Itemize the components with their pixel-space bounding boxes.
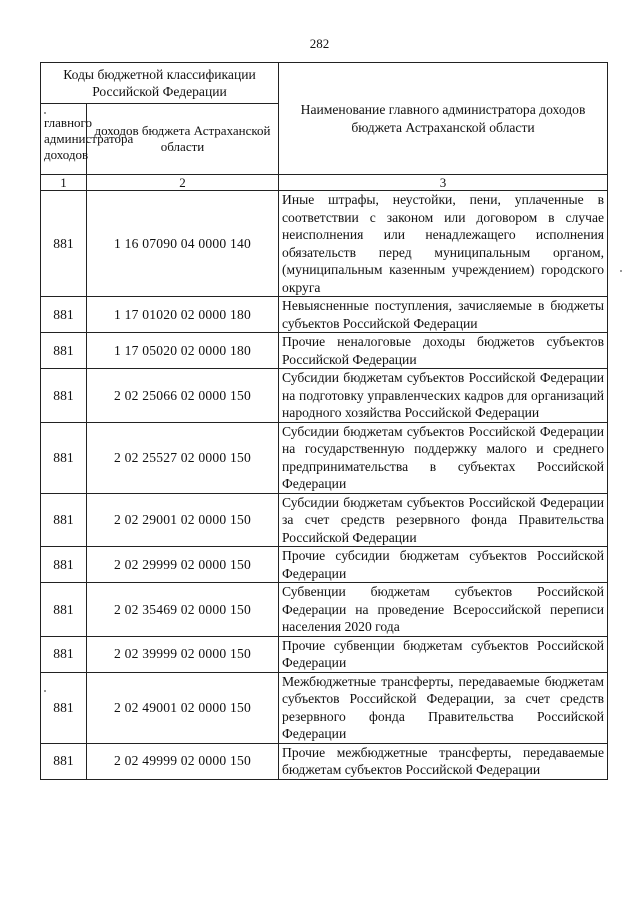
table-row (41, 743, 608, 779)
column-number: 3 (279, 175, 608, 191)
income-code: 2 02 29999 02 0000 150 (87, 547, 279, 583)
column-number: 2 (87, 175, 279, 191)
income-code: 2 02 49001 02 0000 150 (87, 672, 279, 743)
income-name: Прочие неналоговые доходы бюджетов субъектов Российской Федерации (279, 333, 608, 369)
table-row (41, 636, 608, 672)
admin-code: 881 (41, 333, 87, 369)
admin-code: 881 (41, 297, 87, 333)
income-name: Невыясненные поступления, зачисляемые в бюджеты субъектов Российской Федерации (279, 297, 608, 333)
table-row (41, 369, 608, 423)
income-code: 2 02 49999 02 0000 150 (87, 743, 279, 779)
admin-code: 881 (41, 422, 87, 493)
income-name: Прочие субвенции бюджетам субъектов Российской Федерации (279, 636, 608, 672)
table-row (41, 672, 608, 743)
income-name: Межбюджетные трансферты, передаваемые бюджетам субъектов Российской Федерации, за счет средств резервного фонда Правительства Российской Федерации (279, 672, 608, 743)
scan-speck (44, 112, 46, 114)
admin-code: 881 (41, 369, 87, 423)
income-code: 1 16 07090 04 0000 140 (87, 191, 279, 297)
income-name: Субвенции бюджетам субъектов Российской Федерации на проведение Всероссийской переписи населения 2020 года (279, 583, 608, 637)
table-row (41, 333, 608, 369)
scan-speck (44, 690, 46, 692)
table-row (41, 583, 608, 637)
income-code: 2 02 25066 02 0000 150 (87, 369, 279, 423)
admin-code: 881 (41, 191, 87, 297)
table-row (41, 493, 608, 547)
page-number: 282 (309, 36, 330, 51)
income-name: Субсидии бюджетам субъектов Российской Федерации за счет средств резервного фонда Правительства Российской Федерации (279, 493, 608, 547)
income-name: Прочие субсидии бюджетам субъектов Российской Федерации (279, 547, 608, 583)
income-code: 1 17 01020 02 0000 180 (87, 297, 279, 333)
income-code: 2 02 35469 02 0000 150 (87, 583, 279, 637)
table-row (41, 297, 608, 333)
column-number: 1 (41, 175, 87, 191)
admin-column-header: главного администратора доходов (41, 104, 87, 175)
income-column-header: доходов бюджета Астраханской области (87, 104, 279, 175)
scan-speck (620, 270, 622, 272)
income-code: 1 17 05020 02 0000 180 (87, 333, 279, 369)
income-code: 2 02 39999 02 0000 150 (87, 636, 279, 672)
income-name: Иные штрафы, неустойки, пени, уплаченные в соответствии с законом или договором в случае неисполнения или ненадлежащего исполнения обязательств перед муниципальным органом, (муниципальным казенным учреждением) городского округа (279, 191, 608, 297)
admin-code: 881 (41, 743, 87, 779)
codes-group-header: Коды бюджетной классификации Российской Федерации (41, 63, 279, 104)
income-code: 2 02 25527 02 0000 150 (87, 422, 279, 493)
admin-code: 881 (41, 583, 87, 637)
income-name: Субсидии бюджетам субъектов Российской Федерации на государственную поддержку малого и среднего предпринимательства в субъектах Российской Федерации (279, 422, 608, 493)
table-row (41, 191, 608, 297)
name-column-header: Наименование главного администратора доходов бюджета Астраханской области (279, 63, 608, 175)
budget-classification-table (40, 62, 608, 780)
table-row (41, 422, 608, 493)
admin-code: 881 (41, 636, 87, 672)
table-row (41, 547, 608, 583)
admin-code: 881 (41, 547, 87, 583)
admin-code: 881 (41, 493, 87, 547)
income-name: Прочие межбюджетные трансферты, передаваемые бюджетам субъектов Российской Федерации (279, 743, 608, 779)
column-numbers-row (41, 175, 608, 191)
admin-code: 881 (41, 672, 87, 743)
income-code: 2 02 29001 02 0000 150 (87, 493, 279, 547)
income-name: Субсидии бюджетам субъектов Российской Федерации на подготовку управленческих кадров для организаций народного хозяйства Российской Федерации (279, 369, 608, 423)
